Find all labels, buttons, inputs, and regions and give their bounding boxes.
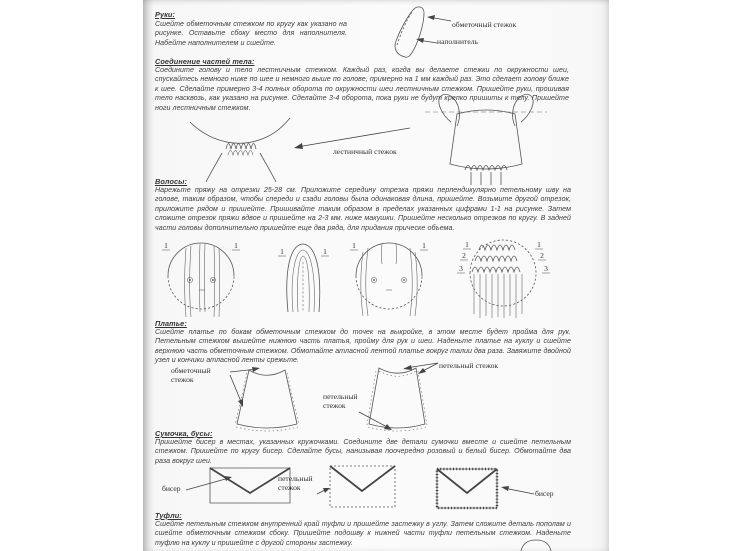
figure-label-buttonhole-stitch-hem: петельный стежок <box>323 392 358 410</box>
section-body-dress: Сшейте платье по бокам обметочным стежком до точек на выкройке, в этом месте будет пройма для рук. Петельным стежком вышейте нижнюю часть платья, пройму для рук и шеи. Наденьте платье на куклу и сшейте верхнюю часть обметочным стежком. Обмотайте атласной лентой платье вокруг талии два раза. Завяжите двойной узел и кончики атласной ленты срежьте. <box>155 328 571 365</box>
section-body-arms: Сшейте обметочным стежком по кругу как указано на рисунке. Оставьте сбоку место для наполнителя. Набейте наполнителем и сшейте. <box>155 20 347 47</box>
hair-mark-2: 2 <box>540 251 544 260</box>
section-heading-dress: Платье: <box>155 319 187 328</box>
shoe-figure-partial <box>518 539 554 551</box>
figure-label-ladder-stitch: лестничный стежок <box>333 147 397 156</box>
body-with-arms-figure <box>415 92 557 185</box>
section-heading-shoes: Туфли: <box>155 511 182 520</box>
scanned-instruction-page <box>143 0 609 551</box>
arm-figure <box>383 5 495 63</box>
hair-mark-1: 1 <box>422 241 426 250</box>
figure-label-buttonhole-stitch-bag: петельный стежок <box>278 474 313 492</box>
hair-mark-1: 1 <box>537 240 541 249</box>
figure-label-beads-right: бисер <box>535 489 554 498</box>
figure-label-overcast-stitch-arm: обметочный стежок <box>452 20 517 29</box>
figure-label-overcast-stitch-dress: обметочный стежок <box>171 366 211 384</box>
hair-mark-1: 1 <box>352 241 356 250</box>
section-heading-hair: Волосы: <box>155 177 188 186</box>
section-heading-assembly: Соединение частей тела: <box>155 57 255 66</box>
hair-mark-1: 1 <box>164 241 168 250</box>
section-heading-bag: Сумочка, бусы: <box>155 429 213 438</box>
section-body-hair: Нарежьте пряжу на отрезки 25-28 см. Приложите середину отрезка пряжи перпендикулярно петельному шву на голове, таким образом, чтобы спереди и сзади головы была одинаковая длина, пришейте. Возьмите другой отрезок, приложите рядом и пришейте. Пришивайте таким образом в пределах указанных цифрами 1-1 на рисунке. Затем сложите отрезок пряжи вдвое и пришейте на 2-3 мм. ниже макушки. Пришейте несколько отрезков по кругу. В задней части головы дополнительно пришейте еще два ряда, для придания прическе объема. <box>155 186 571 232</box>
section-body-bag: Пришейте бисер в местах, указанных кружочками. Соедините две детали сумочки вместе и сшейте петельным стежком. Пришейте по кругу бисер. Сделайте бусы, нанизывая поочередно розовый и белый бисер. Обмотайте два раза вокруг шеи. <box>155 438 571 465</box>
hair-mark-1: 1 <box>323 247 327 256</box>
hair-mark-1: 1 <box>280 247 284 256</box>
section-heading-arms: Руки: <box>155 10 176 19</box>
hair-mark-1: 1 <box>465 240 469 249</box>
hair-mark-3: 3 <box>544 264 548 273</box>
figure-label-beads-left: бисер <box>162 484 181 493</box>
hair-mark-3: 3 <box>459 264 463 273</box>
hair-mark-1: 1 <box>234 241 238 250</box>
hair-mark-2: 2 <box>462 251 466 260</box>
hair-attachment-heads-figure <box>158 234 558 318</box>
figure-label-buttonhole-stitch-neckline: петельный стежок <box>439 361 499 370</box>
section-body-assembly: Соедините голову и тело лестничным стежком. Каждый раз, когда вы делаете стежки по окружности шеи, спускайтесь немного ниже по шее и немного выше по голове, примерно на 1 мм каждый раз. Это сделает голову ближе к шее. Сделайте примерно 3-4 полных оборота по окружности шеи лестничным стежком. Пришейте руки, прошивая тело насквозь, как указано на рисунке. Сделайте 3-4 оборота, пока руки не будут крепко пришиты к телу. Пришейте ноги лестничным стежком. <box>155 66 569 112</box>
purse-figures <box>158 463 583 513</box>
figure-label-filler: наполнитель <box>437 37 478 46</box>
section-body-shoes: Сшейте петельным стежком внутренний край туфли и пришейте застежку в углу. Затем сложите деталь пополам и сшейте обметочным стежком сбоку. Пришейте подошву к нижней части туфли петельным стежком. Наденьте туфлю на куклу и пришейте с другой стороны застежку. <box>155 520 571 547</box>
